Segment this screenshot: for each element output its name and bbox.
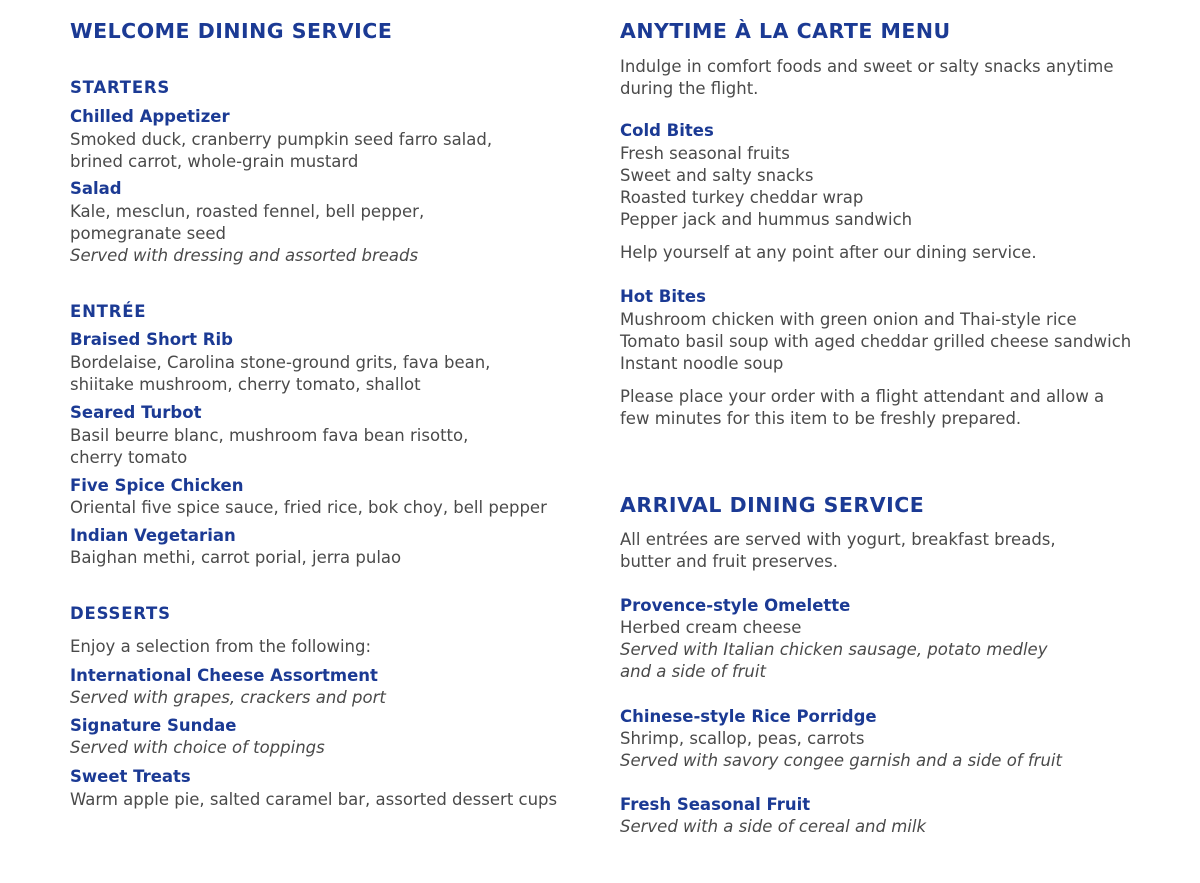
hot-bites-title: Hot Bites: [620, 287, 706, 306]
omelette-title: Provence-style Omelette: [620, 596, 851, 615]
anytime-menu-title: ANYTIME À LA CARTE MENU: [620, 19, 951, 43]
starters-heading: STARTERS: [70, 78, 171, 97]
cold-bites-note: Help yourself at any point after our dining service.: [620, 243, 1037, 262]
sweet-treats-title: Sweet Treats: [70, 767, 191, 786]
seared-turbot-description: Basil beurre blanc, mushroom fava bean risotto, cherry tomato: [70, 426, 469, 467]
desserts-heading: DESSERTS: [70, 604, 171, 623]
arrival-intro: All entrées are served with yogurt, breakfast breads, butter and fruit preserves.: [620, 530, 1056, 571]
cold-bites-items: Fresh seasonal fruits Sweet and salty snacks Roasted turkey cheddar wrap Pepper jack and hummus sandwich: [620, 144, 913, 229]
braised-short-rib-description: Bordelaise, Carolina stone-ground grits, fava bean, shiitake mushroom, cherry tomato, shallot: [70, 353, 491, 394]
hot-bites-items: Mushroom chicken with green onion and Thai-style rice Tomato basil soup with aged cheddar grilled cheese sandwich Instant noodle soup: [620, 310, 1132, 373]
desserts-intro: Enjoy a selection from the following:: [70, 637, 372, 656]
rice-porridge-title: Chinese-style Rice Porridge: [620, 707, 877, 726]
chilled-appetizer-description: Smoked duck, cranberry pumpkin seed farro salad, brined carrot, whole-grain mustard: [70, 130, 493, 171]
indian-vegetarian-title: Indian Vegetarian: [70, 526, 236, 545]
entree-heading: ENTRÉE: [70, 302, 147, 321]
seared-turbot-title: Seared Turbot: [70, 403, 202, 422]
anytime-intro: Indulge in comfort foods and sweet or salty snacks anytime during the flight.: [620, 57, 1114, 98]
salad-title: Salad: [70, 179, 122, 198]
salad-note: Served with dressing and assorted breads: [70, 246, 419, 265]
welcome-dining-title: WELCOME DINING SERVICE: [70, 19, 393, 43]
signature-sundae-description: Served with choice of toppings: [70, 738, 325, 757]
cold-bites-title: Cold Bites: [620, 121, 714, 140]
rice-porridge-note: Served with savory congee garnish and a side of fruit: [620, 751, 1062, 770]
arrival-dining-title: ARRIVAL DINING SERVICE: [620, 493, 925, 517]
sweet-treats-description: Warm apple pie, salted caramel bar, assorted dessert cups: [70, 790, 558, 809]
five-spice-chicken-description: Oriental five spice sauce, fried rice, bok choy, bell pepper: [70, 498, 547, 517]
indian-vegetarian-description: Baighan methi, carrot porial, jerra pulao: [70, 548, 402, 567]
cheese-assortment-title: International Cheese Assortment: [70, 666, 378, 685]
omelette-note: Served with Italian chicken sausage, potato medley and a side of fruit: [620, 640, 1048, 681]
fresh-fruit-note: Served with a side of cereal and milk: [620, 817, 927, 836]
braised-short-rib-title: Braised Short Rib: [70, 330, 233, 349]
chilled-appetizer-title: Chilled Appetizer: [70, 107, 230, 126]
rice-porridge-description: Shrimp, scallop, peas, carrots: [620, 729, 865, 748]
signature-sundae-title: Signature Sundae: [70, 716, 237, 735]
hot-bites-note: Please place your order with a flight attendant and allow a few minutes for this item to be freshly prepared.: [620, 387, 1105, 428]
omelette-description: Herbed cream cheese: [620, 618, 802, 637]
cheese-assortment-description: Served with grapes, crackers and port: [70, 688, 386, 707]
fresh-fruit-title: Fresh Seasonal Fruit: [620, 795, 811, 814]
salad-description: Kale, mesclun, roasted fennel, bell pepper, pomegranate seed: [70, 202, 425, 243]
five-spice-chicken-title: Five Spice Chicken: [70, 476, 244, 495]
